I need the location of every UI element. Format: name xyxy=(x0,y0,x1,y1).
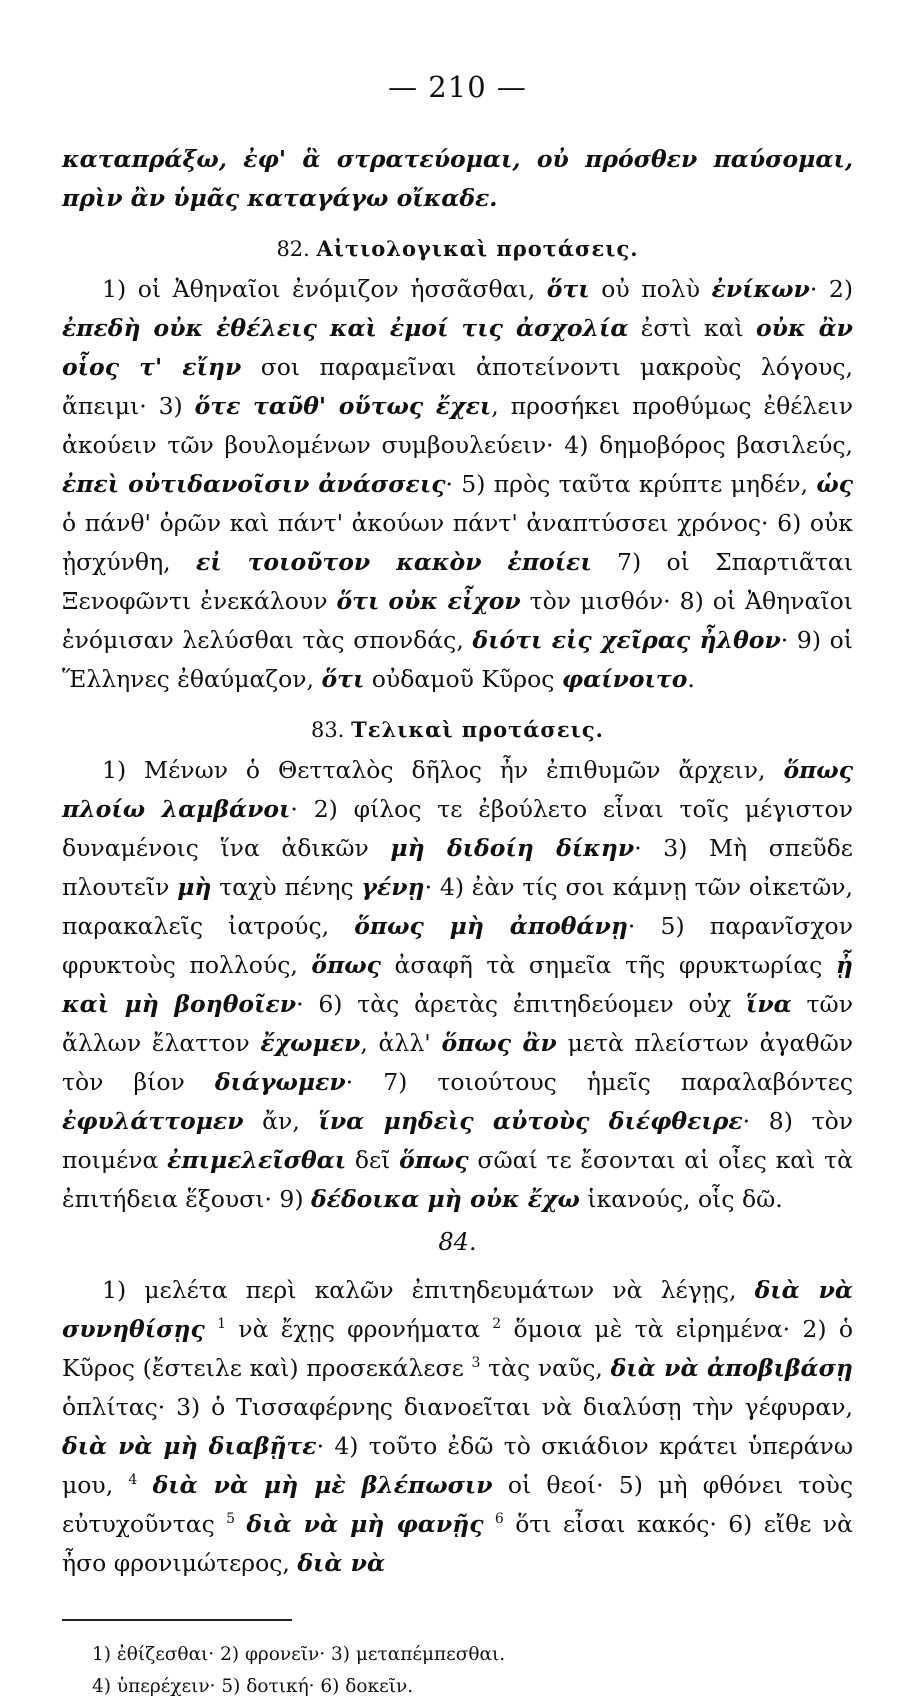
text-run: νὰ ἔχῃς φρονήματα xyxy=(226,1315,493,1343)
emphasized-text: ἐπεὶ οὐτιδανοῖσιν ἀνάσσεις xyxy=(62,470,446,498)
emphasized-text: διὰ νὰ μὴ φανῇς xyxy=(246,1510,484,1538)
section-83-title: Τελικαὶ προτάσεις. xyxy=(351,717,604,742)
footnote-marker: 4 xyxy=(128,1472,138,1489)
text-run: ἄν, xyxy=(243,1107,319,1135)
emphasized-text: ἐπεδὴ οὐκ ἐθέλεις καὶ ἐμοί τις ἀσχολία xyxy=(62,314,629,342)
emphasized-text: ὅπως xyxy=(311,951,381,979)
text-run: 1) Μένων ὁ Θετταλὸς δῆλος ἦν ἐπιθυμῶν ἄρχειν, xyxy=(102,756,784,784)
emphasized-text: μὴ διδοίη δίκην xyxy=(390,834,635,862)
text-run xyxy=(137,1471,152,1499)
section-82-heading xyxy=(62,234,853,264)
footnote-line-1: 1) ἐθίζεσθαι· 2) φρονεῖν· 3) μεταπέμπεσθαι. xyxy=(92,1644,506,1665)
section-83-paragraph xyxy=(62,751,853,1219)
text-run: ὅμοια μὲ τὰ εἰρημένα· 2) ὁ Κῦρος (ἔστειλε καὶ) προσεκάλεσε xyxy=(62,1315,853,1382)
emphasized-text: διὰ νὰ μὴ διαβῇτε xyxy=(62,1432,317,1460)
emphasized-text: ἵνα xyxy=(745,990,792,1018)
emphasized-text: ᾖ καὶ μὴ βοηθοῖεν xyxy=(62,951,853,1018)
text-run: 7) οἱ Σπαρτιᾶται Ξενοφῶντι ἐνεκάλουν xyxy=(62,548,854,615)
emphasized-text: ἔχωμεν xyxy=(260,1029,361,1057)
footnotes xyxy=(62,1639,853,1703)
text-run: · 2) φίλος τε ἐβούλετο εἶναι τοῖς μέγιστον δυναμένοις ἵνα ἀδικῶν xyxy=(62,795,853,862)
emphasized-text: διὰ νὰ ἀποβιβάσῃ xyxy=(610,1354,853,1382)
emphasized-text: ὅτι xyxy=(546,275,590,303)
emphasized-text: ἵνα μηδεὶς αὐτοὺς διέφθειρε xyxy=(318,1107,743,1135)
text-run: ἐστὶ καὶ xyxy=(628,314,756,342)
emphasized-text: διὰ νὰ μὴ μὲ βλέπωσιν xyxy=(152,1471,493,1499)
text-run: ὁπλίτας· 3) ὁ Τισσαφέρνης διανοεῖται νὰ διαλύσῃ τὴν γέφυραν, xyxy=(62,1393,853,1421)
emphasized-text: ὅτε ταῦθ' οὕτως ἔχει xyxy=(194,392,492,420)
footnote-divider xyxy=(62,1619,292,1621)
text-run xyxy=(484,1510,495,1538)
section-83-heading xyxy=(62,715,853,745)
text-run: ἀσαφῆ τὰ σημεῖα τῆς φρυκτωρίας xyxy=(380,951,836,979)
text-run: · 6) τὰς ἀρετὰς ἐπιτηδεύομεν οὐχ xyxy=(296,990,746,1018)
text-run: οἱ θεοί· 5) μὴ φθόνει τοὺς εὐτυχοῦντας xyxy=(62,1471,853,1538)
text-run: 1) μελέτα περὶ καλῶν ἐπιτηδευμάτων νὰ λέγῃς, xyxy=(102,1276,755,1304)
emphasized-text: ἐπιμελεῖσθαι xyxy=(167,1146,347,1174)
section-84-heading xyxy=(62,1227,853,1257)
text-run: · 5) παρανῖσχον φρυκτοὺς πολλούς, xyxy=(62,912,853,979)
text-run: · 4) τοῦτο ἐδῶ τὸ σκιάδιον κράτει ὑπεράνω μου, xyxy=(62,1432,853,1499)
emphasized-text: ἐνίκων xyxy=(711,275,810,303)
emphasized-text: φαίνοιτο xyxy=(561,665,688,693)
footnote-line-2: 4) ὑπερέχειν· 5) δοτική· 6) δοκεῖν. xyxy=(92,1676,414,1697)
intro-paragraph: καταπράξω, ἐφ' ἃ στρατεύομαι, οὐ πρόσθεν παύσομαι, πρὶν ἂν ὑμᾶς καταγάγω οἴκαδε. xyxy=(62,145,853,212)
text-run: μετὰ πλείστων ἀγαθῶν τὸν βίον xyxy=(62,1029,854,1096)
footnote-marker: 5 xyxy=(226,1511,236,1528)
emphasized-text: ὡς xyxy=(816,470,853,498)
emphasized-text: διότι εἰς χεῖρας ἦλθον xyxy=(472,626,781,654)
text-run: ὁ πάνθ' ὁρῶν καὶ πάντ' ἀκούων πάντ' ἀναπτύσσει χρόνος· 6) οὐκ ᾐσχύνθη, xyxy=(62,509,853,576)
section-82-title: Αἰτιολογικαὶ προτάσεις. xyxy=(316,236,639,261)
emphasized-text: γένῃ xyxy=(361,873,425,901)
text-run: τὰς ναῦς, xyxy=(480,1354,611,1382)
text-run: · 8) τὸν ποιμένα xyxy=(62,1107,853,1174)
text-run: · 2) xyxy=(809,275,853,303)
section-84-paragraph xyxy=(62,1271,853,1583)
emphasized-text: ὅπως ἂν xyxy=(441,1029,557,1057)
text-run: 1) οἱ Ἀθηναῖοι ἐνόμιζον ἡσσᾶσθαι, xyxy=(102,275,547,303)
section-82-number: 82. xyxy=(276,237,310,261)
text-run: σῶαί τε ἔσονται αἱ οἶες καὶ τὰ ἐπιτήδεια ἕξουσι· 9) xyxy=(62,1146,853,1213)
emphasized-text: ὅτι xyxy=(336,587,380,615)
text-run: · 9) οἱ Ἕλληνες ἐθαύμαζον, xyxy=(62,626,853,693)
emphasized-text: οὐκ ἂν οἷος τ' εἴην xyxy=(62,314,853,381)
text-run xyxy=(235,1510,246,1538)
text-run: . xyxy=(687,665,695,693)
footnote-marker: 1 xyxy=(217,1316,227,1333)
text-run: · 7) τοιούτους ἡμεῖς παραλαβόντες xyxy=(345,1068,853,1096)
emphasized-text: εἰ τοιοῦτον κακὸν ἐποίει xyxy=(195,548,592,576)
text-run: · 3) Μὴ σπεῦδε πλουτεῖν xyxy=(62,834,853,901)
text-run: , ἀλλ' xyxy=(360,1029,442,1057)
emphasized-text: διάγωμεν xyxy=(214,1068,346,1096)
footnote-marker: 2 xyxy=(492,1316,502,1333)
text-run: οὐ πολὺ xyxy=(589,275,712,303)
section-82-paragraph xyxy=(62,270,853,699)
text-run: ταχὺ πένης xyxy=(211,873,362,901)
section-84-number: 84. xyxy=(438,1228,477,1256)
emphasized-text: μὴ xyxy=(177,873,212,901)
text-run: , προσήκει προθύμως ἐθέλειν ἀκούειν τῶν βουλομένων συμβουλεύειν· 4) δημοβόρος βασιλεύς, xyxy=(62,392,853,459)
emphasized-text: διὰ νὰ xyxy=(297,1549,386,1577)
emphasized-text: οὐκ εἶχον xyxy=(388,587,521,615)
text-run: τῶν ἄλλων ἔλαττον xyxy=(62,990,853,1057)
text-run: σοι παραμεῖναι ἀποτείνοντι μακροὺς λόγους, ἄπειμι· 3) xyxy=(62,353,853,420)
text-run: ὅτι εἶσαι κακός· 6) εἴθε νὰ ἦσο φρονιμώτερος, xyxy=(62,1510,853,1577)
text-run xyxy=(205,1315,217,1343)
emphasized-text: ὅπως πλοίω λαμβάνοι xyxy=(62,756,853,823)
text-run: δεῖ xyxy=(346,1146,400,1174)
text-run: ἱκανούς, οἷς δῶ. xyxy=(579,1185,783,1213)
text-run xyxy=(379,587,388,615)
section-83-number: 83. xyxy=(311,718,345,742)
emphasized-text: ὅπως μὴ ἀποθάνῃ xyxy=(354,912,628,940)
emphasized-text: ὅπως xyxy=(399,1146,469,1174)
emphasized-text: ὅτι xyxy=(321,665,365,693)
text-run: · 4) ἐὰν τίς σοι κάμνῃ τῶν οἰκετῶν, παρακαλεῖς ἰατρούς, xyxy=(62,873,854,940)
emphasized-text: δέδοικα μὴ οὐκ ἔχω xyxy=(311,1185,580,1213)
text-run: · 5) πρὸς ταῦτα κρύπτε μηδέν, xyxy=(445,470,817,498)
footnote-marker: 6 xyxy=(494,1511,504,1528)
footnote-marker: 3 xyxy=(471,1355,481,1372)
page-number: — 210 — xyxy=(388,70,527,104)
emphasized-text: ἐφυλάττομεν xyxy=(62,1107,244,1135)
emphasized-text: διὰ νὰ συνηθίσῃς xyxy=(62,1276,854,1343)
text-run: οὐδαμοῦ Κῦρος xyxy=(364,665,562,693)
text-run: τὸν μισθόν· 8) οἱ Ἀθηναῖοι ἐνόμισαν λελύσθαι τὰς σπονδάς, xyxy=(62,587,853,654)
